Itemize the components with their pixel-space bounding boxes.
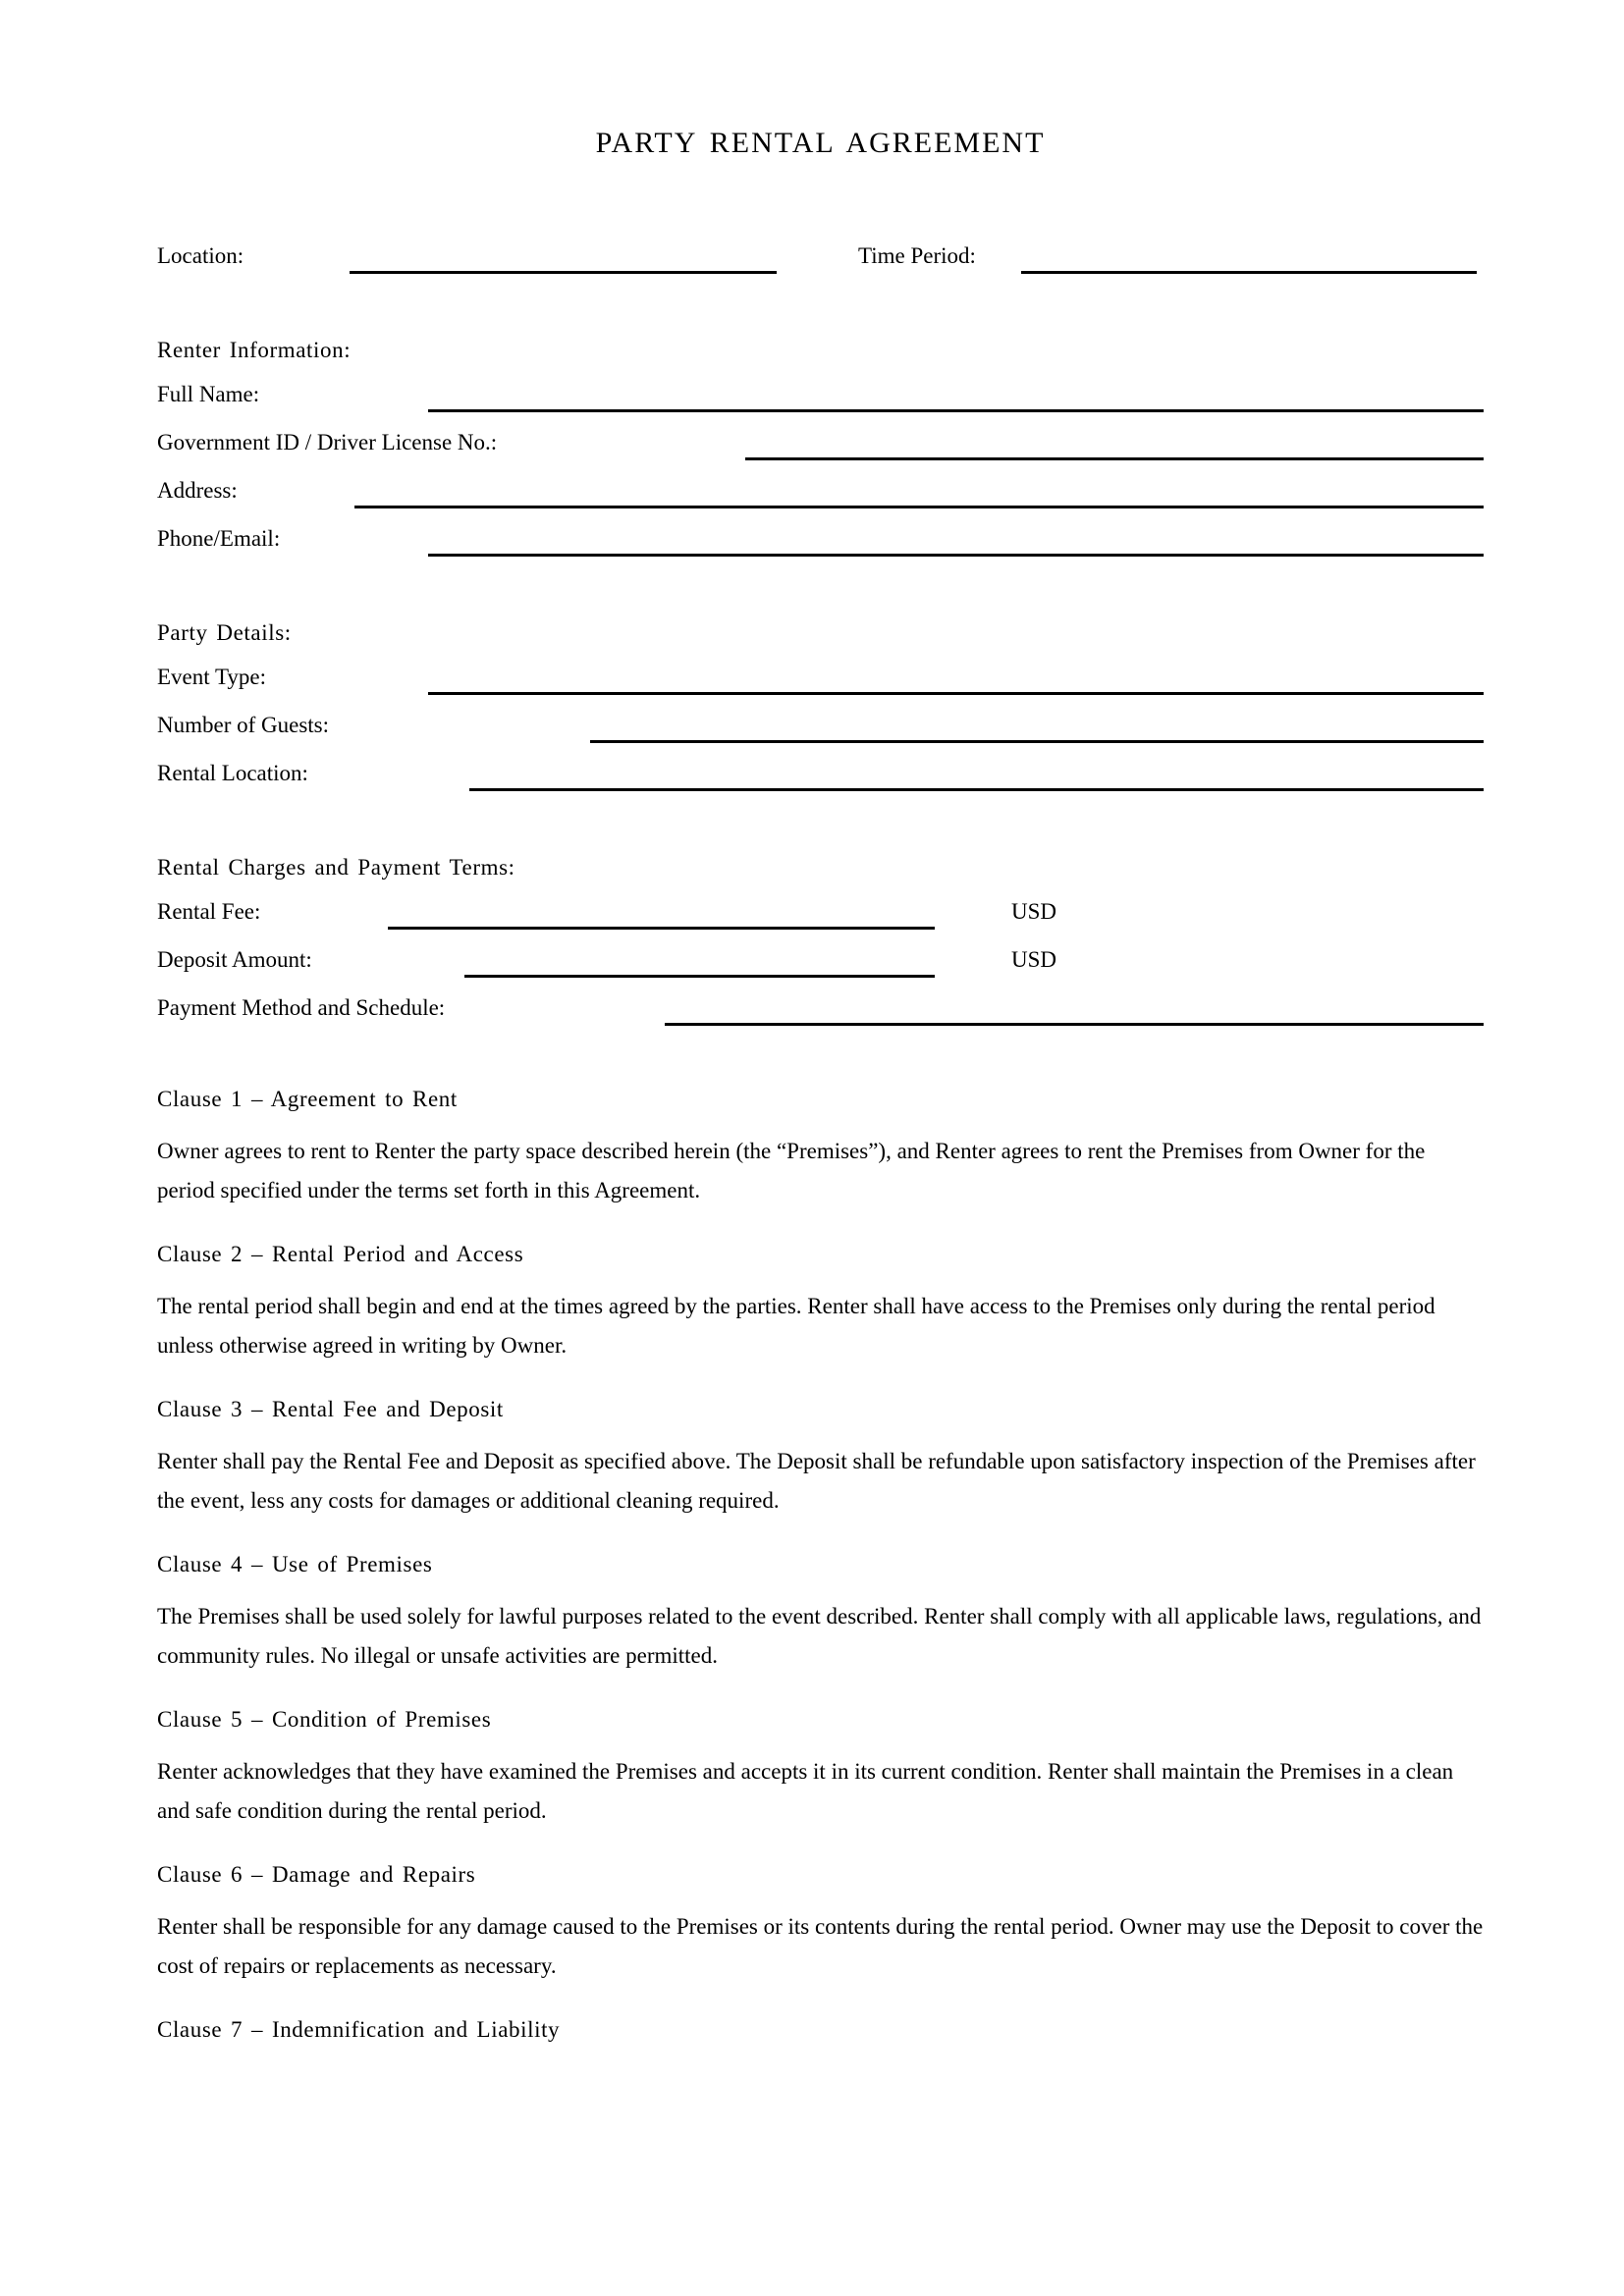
time-period-label: Time Period: bbox=[858, 243, 976, 268]
payment-method-row bbox=[157, 995, 1484, 1026]
clause-4-heading: Clause 4 – Use of Premises bbox=[157, 1552, 433, 1576]
clause-1-body: Owner agrees to rent to Renter the party space described herein (the “Premises”), and Renter agrees to rent the Premises from Owner for the period specified under the terms set forth in this Agreement. bbox=[157, 1139, 1426, 1202]
clauses-section bbox=[157, 1086, 1484, 2044]
address-row bbox=[157, 478, 1484, 508]
rental-fee-label: Rental Fee: bbox=[157, 899, 261, 924]
number-of-guests-label: Number of Guests: bbox=[157, 713, 330, 737]
clause-6-heading: Clause 6 – Damage and Repairs bbox=[157, 1862, 476, 1887]
government-id-label: Government ID / Driver License No.: bbox=[157, 430, 498, 454]
location-time-row bbox=[157, 243, 1484, 274]
clause-2 bbox=[157, 1241, 1484, 1365]
clause-3-body: Renter shall pay the Rental Fee and Deposit as specified above. The Deposit shall be refundable upon satisfactory inspection of the Premises after the event, less any costs for damages or additional cleaning required. bbox=[157, 1449, 1476, 1513]
renter-information-heading: Renter Information: bbox=[157, 338, 352, 362]
event-type-input-line[interactable] bbox=[428, 667, 1484, 695]
clause-2-heading: Clause 2 – Rental Period and Access bbox=[157, 1242, 524, 1266]
rental-fee-input-line[interactable] bbox=[388, 902, 935, 930]
clause-2-body: The rental period shall begin and end at the times agreed by the parties. Renter shall have access to the Premises only during the rental period unless otherwise agreed in writing by Owner. bbox=[157, 1294, 1435, 1358]
party-details-heading: Party Details: bbox=[157, 620, 292, 645]
clause-4-body: The Premises shall be used solely for lawful purposes related to the event described. Renter shall comply with all applicable laws, regulations, and community rules. No illegal or unsafe activities are permitted. bbox=[157, 1604, 1482, 1668]
deposit-amount-currency: USD bbox=[1011, 947, 1057, 972]
clause-6 bbox=[157, 1861, 1484, 1986]
clause-1 bbox=[157, 1086, 1484, 1210]
phone-email-label: Phone/Email: bbox=[157, 526, 281, 551]
event-type-label: Event Type: bbox=[157, 665, 267, 689]
rental-location-input-line[interactable] bbox=[469, 764, 1484, 791]
clause-3-heading: Clause 3 – Rental Fee and Deposit bbox=[157, 1397, 504, 1421]
deposit-amount-label: Deposit Amount: bbox=[157, 947, 312, 972]
government-id-input-line[interactable] bbox=[745, 433, 1484, 460]
clause-4 bbox=[157, 1551, 1484, 1676]
rental-location-row bbox=[157, 761, 1484, 791]
clause-3 bbox=[157, 1396, 1484, 1521]
time-period-input-line[interactable] bbox=[1021, 246, 1477, 274]
address-label: Address: bbox=[157, 478, 238, 503]
number-of-guests-row bbox=[157, 713, 1484, 743]
rental-fee-currency: USD bbox=[1011, 899, 1057, 924]
rental-charges-heading: Rental Charges and Payment Terms: bbox=[157, 855, 515, 880]
clause-7 bbox=[157, 2016, 1484, 2044]
deposit-amount-row bbox=[157, 947, 1484, 978]
number-of-guests-input-line[interactable] bbox=[590, 716, 1484, 743]
document-content bbox=[157, 0, 1484, 2044]
rental-location-label: Rental Location: bbox=[157, 761, 308, 785]
deposit-amount-input-line[interactable] bbox=[464, 950, 935, 978]
full-name-label: Full Name: bbox=[157, 382, 260, 406]
clause-1-heading: Clause 1 – Agreement to Rent bbox=[157, 1087, 458, 1111]
phone-email-input-line[interactable] bbox=[428, 529, 1484, 557]
payment-method-label: Payment Method and Schedule: bbox=[157, 995, 446, 1020]
location-label: Location: bbox=[157, 243, 244, 268]
full-name-row bbox=[157, 382, 1484, 412]
address-input-line[interactable] bbox=[354, 481, 1484, 508]
clause-5 bbox=[157, 1706, 1484, 1831]
payment-method-input-line[interactable] bbox=[665, 998, 1484, 1026]
location-input-line[interactable] bbox=[350, 246, 777, 274]
document-title: PARTY RENTAL AGREEMENT bbox=[595, 127, 1046, 159]
clause-7-heading: Clause 7 – Indemnification and Liability bbox=[157, 2017, 561, 2042]
event-type-row bbox=[157, 665, 1484, 695]
government-id-row bbox=[157, 430, 1484, 460]
clause-5-body: Renter acknowledges that they have examined the Premises and accepts it in its current condition. Renter shall maintain the Premises in a clean and safe condition during the rental period. bbox=[157, 1759, 1454, 1823]
rental-fee-row bbox=[157, 899, 1484, 930]
phone-email-row bbox=[157, 526, 1484, 557]
full-name-input-line[interactable] bbox=[428, 385, 1484, 412]
clause-5-heading: Clause 5 – Condition of Premises bbox=[157, 1707, 492, 1732]
clause-6-body: Renter shall be responsible for any damage caused to the Premises or its contents during the rental period. Owner may use the Deposit to cover the cost of repairs or replacements as necessary. bbox=[157, 1914, 1484, 1978]
